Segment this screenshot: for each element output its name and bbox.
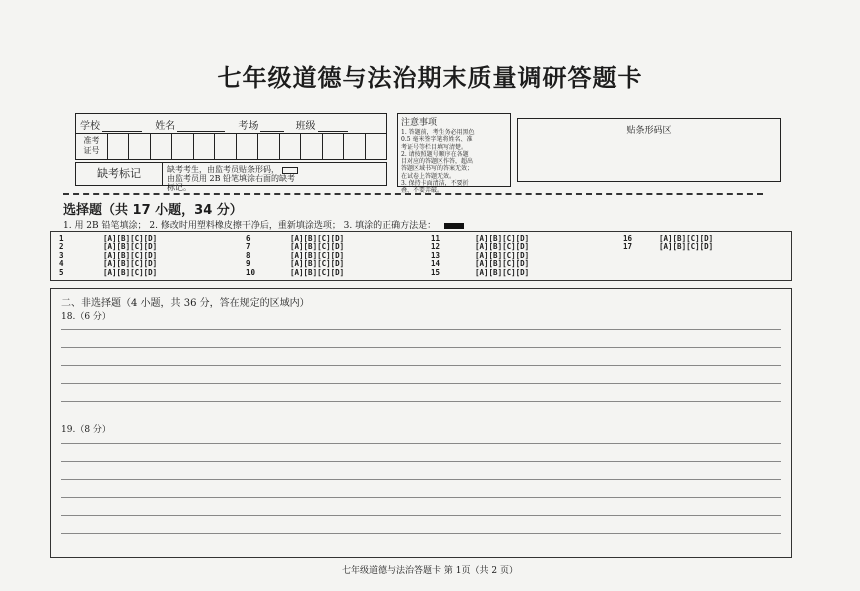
name-field[interactable] [177, 121, 225, 132]
answer-options[interactable]: [A][B][C][D] [290, 250, 345, 260]
answer-options[interactable]: [A][B][C][D] [103, 250, 158, 260]
answer-options[interactable]: [A][B][C][D] [103, 234, 158, 243]
answer-options[interactable]: [A][B][C][D] [103, 242, 158, 252]
notes-body [398, 129, 510, 195]
question-number: 17 [623, 242, 633, 252]
question-number: 5 [59, 267, 64, 277]
section2-title: 二、非选择题（4 小题，共 36 分，答在规定的区域内） [61, 298, 310, 309]
room-field[interactable] [260, 121, 284, 132]
mc-question-row[interactable] [623, 243, 713, 251]
notes-box [397, 113, 511, 195]
exam-number-label-line2: 证号 [83, 146, 100, 155]
question-number: 14 [431, 259, 441, 269]
class-field[interactable] [318, 121, 348, 132]
notes-line: 1. 答题前，考生务必用黑色 [401, 129, 475, 136]
notes-line: 答题区域书写的答案无效； [401, 165, 474, 173]
cut-divider [63, 193, 763, 195]
exam-number-cell[interactable] [108, 134, 129, 160]
class-label: 班级 [295, 121, 316, 132]
absent-mark-instructions [163, 163, 386, 192]
exam-number-cell[interactable] [129, 134, 150, 160]
question-number: 13 [431, 250, 441, 260]
name-label: 姓名 [155, 121, 176, 132]
exam-number-cell[interactable] [280, 134, 301, 160]
notes-line: 叠、不要弄破。 [401, 187, 444, 195]
notes-line: 在试卷上答题无效。 [401, 172, 456, 180]
student-info-row [80, 117, 348, 132]
exam-number-cell[interactable] [237, 134, 258, 160]
mc-column [246, 235, 344, 277]
mc-question-row[interactable] [59, 269, 157, 277]
exam-number-cell[interactable] [301, 134, 322, 160]
question-number: 4 [59, 259, 64, 269]
exam-number-cell[interactable] [366, 134, 386, 160]
absent-mark-label: 缺考标记 [76, 163, 163, 185]
answer-line[interactable] [61, 383, 781, 384]
answer-options[interactable]: [A][B][C][D] [290, 242, 345, 252]
answer-line[interactable] [61, 515, 781, 516]
student-info-box [75, 113, 387, 160]
mc-question-row[interactable] [246, 269, 344, 277]
notes-line: 3. 保持卡面清洁，不要折 [401, 180, 469, 188]
fill-instructions [63, 218, 464, 231]
mc-column [431, 235, 529, 277]
exam-number-label-line1: 准考 [83, 136, 100, 145]
question-number: 16 [623, 234, 633, 243]
question-number: 6 [246, 234, 251, 243]
answer-line[interactable] [61, 443, 781, 444]
exam-number-cell[interactable] [344, 134, 365, 160]
school-field[interactable] [102, 121, 142, 132]
answer-line[interactable] [61, 533, 781, 534]
answer-options[interactable]: [A][B][C][D] [290, 234, 345, 243]
barcode-area [517, 118, 781, 182]
exam-number-cell[interactable] [172, 134, 193, 160]
non-choice-answer-area [50, 288, 792, 558]
answer-options[interactable]: [A][B][C][D] [103, 259, 158, 269]
exam-number-cell[interactable] [151, 134, 172, 160]
exam-number-cell[interactable] [258, 134, 279, 160]
absent-mark-box [75, 162, 387, 192]
answer-line[interactable] [61, 479, 781, 480]
exam-number-cell[interactable] [194, 134, 215, 160]
barcode-label: 贴条形码区 [626, 126, 672, 136]
notes-line: 考证号等栏目填写清楚。 [401, 143, 468, 151]
section1-title: 选择题（共 17 小题，34 分） [63, 203, 243, 218]
question-18-label: 18.（6 分） [61, 312, 111, 322]
multiple-choice-area [50, 231, 792, 281]
exam-number-cell[interactable] [215, 134, 236, 160]
answer-options[interactable]: [A][B][C][D] [475, 242, 530, 252]
answer-options[interactable]: [A][B][C][D] [475, 234, 530, 243]
question-19-label: 19.（8 分） [61, 425, 111, 435]
question-number: 10 [246, 267, 256, 277]
answer-options[interactable]: [A][B][C][D] [659, 242, 714, 252]
answer-line[interactable] [61, 365, 781, 366]
page-title: 七年级道德与法治期末质量调研答题卡 [217, 63, 643, 92]
mc-column [59, 235, 157, 277]
absent-text-line2: 由监考员用 2B 铅笔填涂右面的缺考 [167, 174, 296, 183]
question-number: 1 [59, 234, 64, 243]
answer-options[interactable]: [A][B][C][D] [475, 250, 530, 260]
absent-text-line3: 标记。 [167, 183, 191, 192]
answer-line[interactable] [61, 329, 781, 330]
question-number: 9 [246, 259, 251, 269]
school-label: 学校 [80, 121, 100, 132]
exam-number-grid [76, 133, 386, 160]
answer-options[interactable]: [A][B][C][D] [475, 267, 530, 277]
answer-options[interactable]: [A][B][C][D] [659, 234, 714, 243]
answer-options[interactable]: [A][B][C][D] [290, 267, 345, 277]
answer-line[interactable] [61, 497, 781, 498]
notes-line: 目对应的答题区作答，超出 [401, 158, 474, 166]
notes-title: 注意事项 [401, 118, 438, 128]
mc-column [623, 235, 713, 252]
answer-options[interactable]: [A][B][C][D] [290, 259, 345, 269]
notes-line: 0.5 毫米签字笔将姓名、准 [401, 136, 473, 144]
answer-line[interactable] [61, 347, 781, 348]
answer-line[interactable] [61, 401, 781, 402]
question-number: 2 [59, 242, 64, 252]
question-number: 7 [246, 242, 251, 252]
exam-number-label [76, 134, 108, 160]
exam-number-cell[interactable] [323, 134, 344, 160]
mc-question-row[interactable] [431, 269, 529, 277]
notes-line: 2. 请按照题号顺序在各题 [401, 150, 469, 158]
question-number: 3 [59, 250, 64, 260]
question-number: 11 [431, 234, 441, 243]
question-number: 8 [246, 250, 251, 260]
absent-text-line1: 缺考考生，由监考员贴条形码， [167, 165, 279, 174]
room-label: 考场 [238, 121, 259, 132]
answer-options[interactable]: [A][B][C][D] [475, 259, 530, 269]
answer-options[interactable]: [A][B][C][D] [103, 267, 158, 277]
correct-fill-example [444, 223, 464, 229]
question-number: 12 [431, 242, 441, 252]
answer-line[interactable] [61, 461, 781, 462]
fill-instructions-text: 1. 用 2B 铅笔填涂； 2. 修改时用塑料橡皮擦干净后，重新填涂选项； 3. 填涂的正确方法是： [63, 221, 437, 231]
absent-mark-checkbox[interactable] [282, 167, 298, 174]
question-number: 15 [431, 267, 441, 277]
page-footer: 七年级道德与法治答题卡 第 1页（共 2 页） [342, 566, 518, 576]
